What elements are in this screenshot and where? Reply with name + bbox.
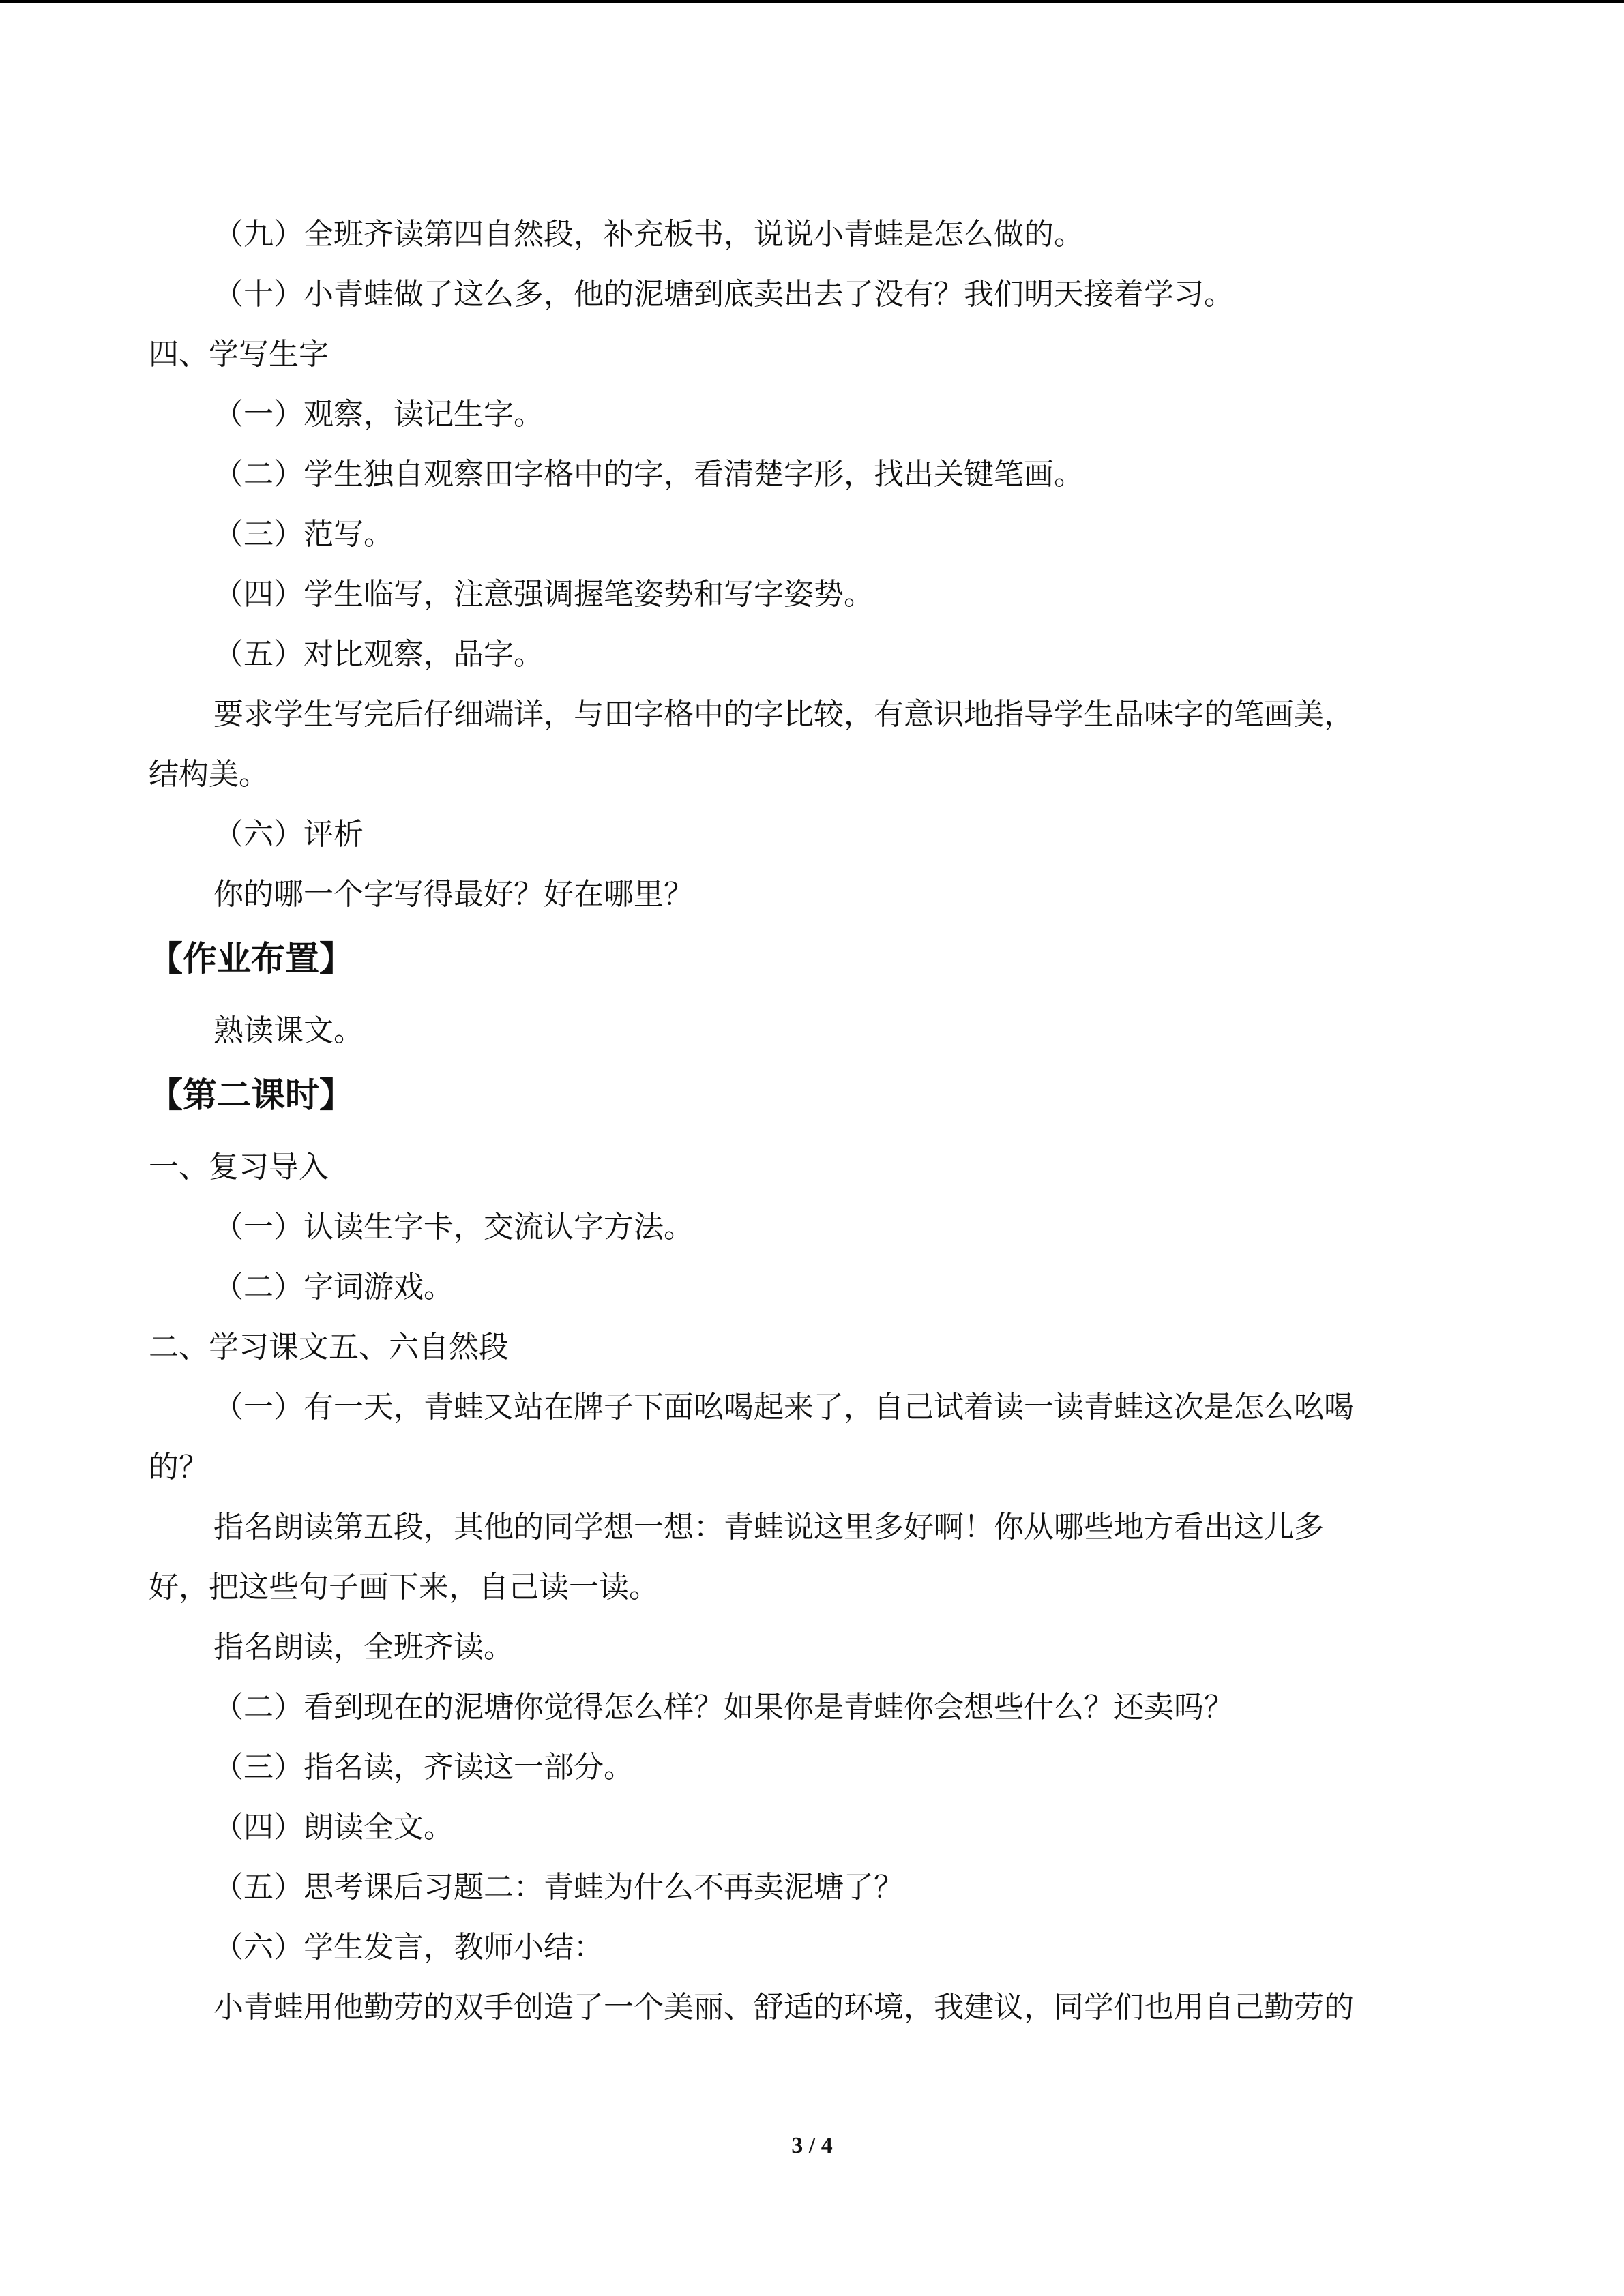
paragraph-line: （十）小青蛙做了这么多，他的泥塘到底卖出去了没有？我们明天接着学习。 — [213, 277, 1234, 312]
paragraph-line: 结构美。 — [149, 757, 269, 792]
paragraph-line: 要求学生写完后仔细端详，与田字格中的字比较，有意识地指导学生品味字的笔画美， — [213, 697, 1354, 732]
paragraph-line: （五）对比观察，品字。 — [213, 637, 544, 672]
paragraph-line: （二）字词游戏。 — [213, 1270, 454, 1304]
paragraph-line: （六）评析 — [213, 817, 364, 852]
section-heading: 四、学写生字 — [149, 337, 329, 372]
paragraph-line: （一）认读生字卡，交流认字方法。 — [213, 1210, 694, 1244]
paragraph-line: （二）看到现在的泥塘你觉得怎么样？如果你是青蛙你会想些什么？还卖吗？ — [213, 1690, 1234, 1725]
paragraph-line: 你的哪一个字写得最好？好在哪里？ — [213, 877, 694, 912]
paragraph-line: 指名朗读第五段，其他的同学想一想：青蛙说这里多好啊！你从哪些地方看出这儿多 — [213, 1510, 1324, 1545]
paragraph-line: （六）学生发言，教师小结： — [213, 1930, 604, 1965]
homework-heading: 【作业布置】 — [149, 939, 353, 979]
paragraph-line: （一）观察，读记生字。 — [213, 397, 544, 432]
top-border — [0, 0, 1624, 3]
section-heading: 二、学习课文五、六自然段 — [149, 1330, 509, 1365]
second-lesson-heading: 【第二课时】 — [149, 1075, 353, 1115]
paragraph-line: （二）学生独自观察田字格中的字，看清楚字形，找出关键笔画。 — [213, 457, 1084, 492]
paragraph-line: （四）朗读全文。 — [213, 1810, 454, 1845]
document-body — [149, 205, 1458, 2038]
page-number: 3 / 4 — [791, 2133, 833, 2158]
section-heading: 一、复习导入 — [149, 1150, 329, 1184]
paragraph-line: 指名朗读，全班齐读。 — [213, 1630, 514, 1665]
paragraph-line: （一）有一天，青蛙又站在牌子下面吆喝起来了，自己试着读一读青蛙这次是怎么吆喝 — [213, 1390, 1354, 1425]
paragraph-line: （九）全班齐读第四自然段，补充板书，说说小青蛙是怎么做的。 — [213, 217, 1084, 252]
paragraph-line: 的？ — [149, 1450, 209, 1485]
paragraph-line: （三）指名读，齐读这一部分。 — [213, 1750, 634, 1785]
paragraph-line: （五）思考课后习题二：青蛙为什么不再卖泥塘了？ — [213, 1870, 904, 1905]
paragraph-line: 熟读课文。 — [213, 1013, 364, 1048]
paragraph-line: 小青蛙用他勤劳的双手创造了一个美丽、舒适的环境，我建议，同学们也用自己勤劳的 — [213, 1990, 1354, 2025]
paragraph-line: （四）学生临写，注意强调握笔姿势和写字姿势。 — [213, 577, 874, 612]
paragraph-line: 好，把这些句子画下来，自己读一读。 — [149, 1570, 659, 1605]
paragraph-line: （三）范写。 — [213, 517, 394, 552]
